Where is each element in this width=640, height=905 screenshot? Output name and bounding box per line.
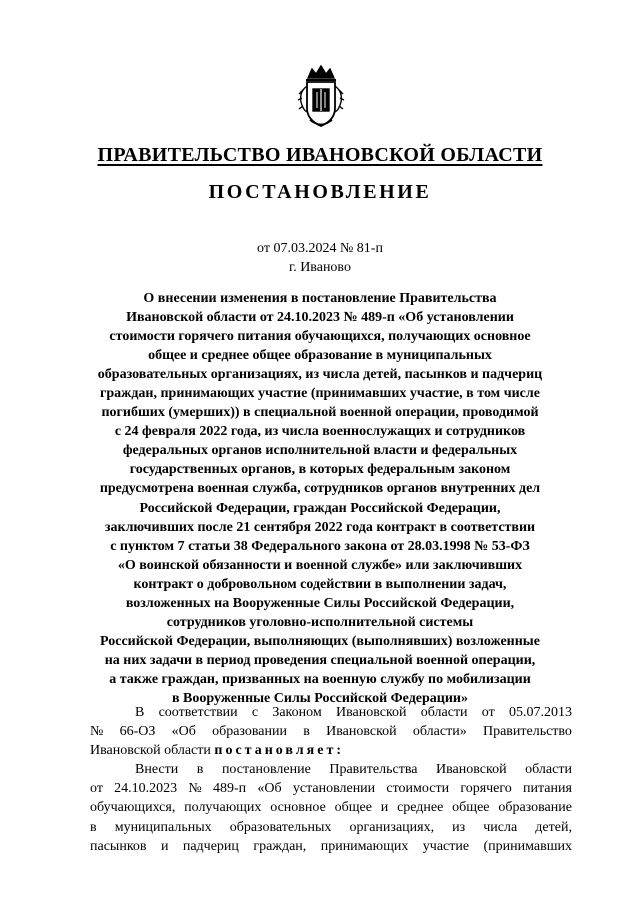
body-line — [90, 818, 572, 837]
document-subject — [0, 289, 640, 708]
body-line — [90, 722, 572, 741]
subject-line: общее и среднее общее образование в муниципальных — [148, 348, 492, 364]
subject-line: на них задачи в период проведения специальной военной операции, — [104, 652, 536, 668]
subject-line: Ивановской области от 24.10.2023 № 489-п «Об установлении — [126, 310, 514, 326]
body-word: принимающих — [320, 838, 409, 854]
organization-title: ПРАВИТЕЛЬСТВО ИВАНОВСКОЙ ОБЛАСТИ — [97, 144, 543, 166]
body-word: В — [135, 705, 145, 720]
subject-line: Российской Федерации, граждан Российской Федерации, — [139, 500, 501, 516]
body-word: в — [303, 724, 310, 740]
body-word: среднее — [397, 800, 444, 816]
body-word: обучающихся, — [90, 800, 176, 816]
body-word: № — [90, 724, 104, 740]
subject-line: погибших (умерших)) в специальной военной операции, проводимой — [101, 405, 539, 421]
subject-line: образовательных организациях, из числа детей, пасынков и падчериц — [97, 367, 543, 383]
body-word: от — [90, 781, 103, 797]
subject-line: с 24 февраля 2022 года, из числа военнослужащих и сотрудников — [114, 424, 526, 440]
body-word: Правительство — [482, 724, 572, 740]
body-word: соответствии — [158, 705, 238, 720]
body-line — [90, 741, 572, 760]
body-word: № — [188, 781, 202, 797]
document-type-title: ПОСТАНОВЛЕНИЕ — [208, 181, 432, 203]
body-word: из — [452, 819, 466, 835]
subject-line: граждан, принимающих участие (принимавших участие, в том числе — [100, 386, 540, 402]
subject-line: с пунктом 7 статьи 38 Федерального закона от 28.03.1998 № 53-ФЗ — [110, 538, 530, 554]
body-word: Законом — [272, 705, 322, 720]
subject-line: контракт о добровольном содействии в выполнении задач, — [133, 576, 507, 592]
body-line — [90, 703, 572, 722]
body-word: детей, — [535, 819, 572, 835]
body-word: образовательных — [229, 819, 332, 835]
body-word: Ивановской — [326, 724, 397, 740]
body-word: горячего — [460, 781, 512, 797]
body-word: числа — [483, 819, 518, 835]
subject-line: в Вооруженные Силы Российской Федерации» — [172, 690, 468, 706]
body-word: образование — [498, 800, 572, 816]
subject-line: О внесении изменения в постановление Правительства — [143, 291, 497, 306]
body-word: получающих — [184, 800, 262, 816]
body-word: (принимавших — [483, 838, 572, 854]
body-word: установлении — [292, 781, 376, 797]
body-word: Ивановской — [436, 762, 507, 778]
subject-line: стоимости горячего питания обучающихся, получающих основное — [109, 329, 531, 345]
body-word: области — [525, 762, 572, 778]
body-word: области — [420, 705, 468, 720]
subject-line: Российской Федерации, выполняющих (выполнявших) возложенные — [100, 633, 540, 649]
subject-line: возложенных на Вооруженные Силы Российской Федерации, — [125, 595, 515, 611]
date-number: от 07.03.2024 № 81-п — [257, 241, 383, 256]
body-line — [90, 779, 572, 798]
body-word: организациях, — [349, 819, 435, 835]
body-line — [90, 837, 572, 856]
body-word: питания — [523, 781, 572, 797]
subject-line: предусмотрена военная служба, сотрудников органов внутренних дел — [99, 481, 541, 497]
subject-line: государственных органов, в которых федеральным законом — [129, 462, 511, 478]
body-word: в — [90, 819, 97, 835]
city: г. Иваново — [289, 260, 351, 275]
body-word: общее — [452, 800, 490, 816]
body-word: 489-п — [213, 781, 247, 797]
body-word: падчериц — [182, 838, 239, 854]
body-text-segment: Ивановской области — [90, 743, 215, 759]
body-word: Ивановской — [335, 705, 407, 720]
body-word: образовании — [212, 724, 287, 740]
body-word: Внести — [135, 762, 179, 778]
body-word: области» — [412, 724, 467, 740]
subject-line: заключивших после 21 сентября 2022 года контракт в соответствии — [104, 519, 536, 535]
decree-word: постановляет: — [214, 743, 344, 759]
body-word: и — [160, 838, 169, 854]
body-word: участие — [422, 838, 470, 854]
body-word: с — [251, 705, 259, 720]
body-word: Правительства — [329, 762, 418, 778]
body-word: постановление — [221, 762, 311, 778]
subject-line: сотрудников уголовно-исполнительной системы — [166, 614, 474, 630]
document-meta — [0, 239, 640, 277]
body-line — [90, 798, 572, 817]
body-word: 05.07.2013 — [508, 705, 572, 720]
subject-line: федеральных органов исполнительной власти и федеральных — [122, 443, 518, 459]
body-word: стоимости — [386, 781, 450, 797]
body-word: муниципальных — [114, 819, 212, 835]
body-word: граждан, — [253, 838, 307, 854]
body-line — [90, 760, 572, 779]
document-body — [90, 703, 572, 856]
body-word: «Об — [257, 781, 282, 797]
body-word: общее — [334, 800, 372, 816]
body-word: и — [380, 800, 389, 816]
subject-line: «О воинской обязанности и военной службе» или заключивших — [117, 557, 523, 573]
body-word: 66-ОЗ — [119, 724, 156, 740]
body-word: основное — [270, 800, 326, 816]
coat-of-arms-emblem — [296, 62, 346, 130]
body-word: от — [481, 705, 495, 720]
body-word: 24.10.2023 — [114, 781, 178, 797]
body-word: пасынков — [90, 838, 147, 854]
body-word: в — [196, 762, 204, 778]
body-word: «Об — [171, 724, 196, 740]
subject-line: а также граждан, призванных на военную службу по мобилизации — [109, 671, 531, 687]
